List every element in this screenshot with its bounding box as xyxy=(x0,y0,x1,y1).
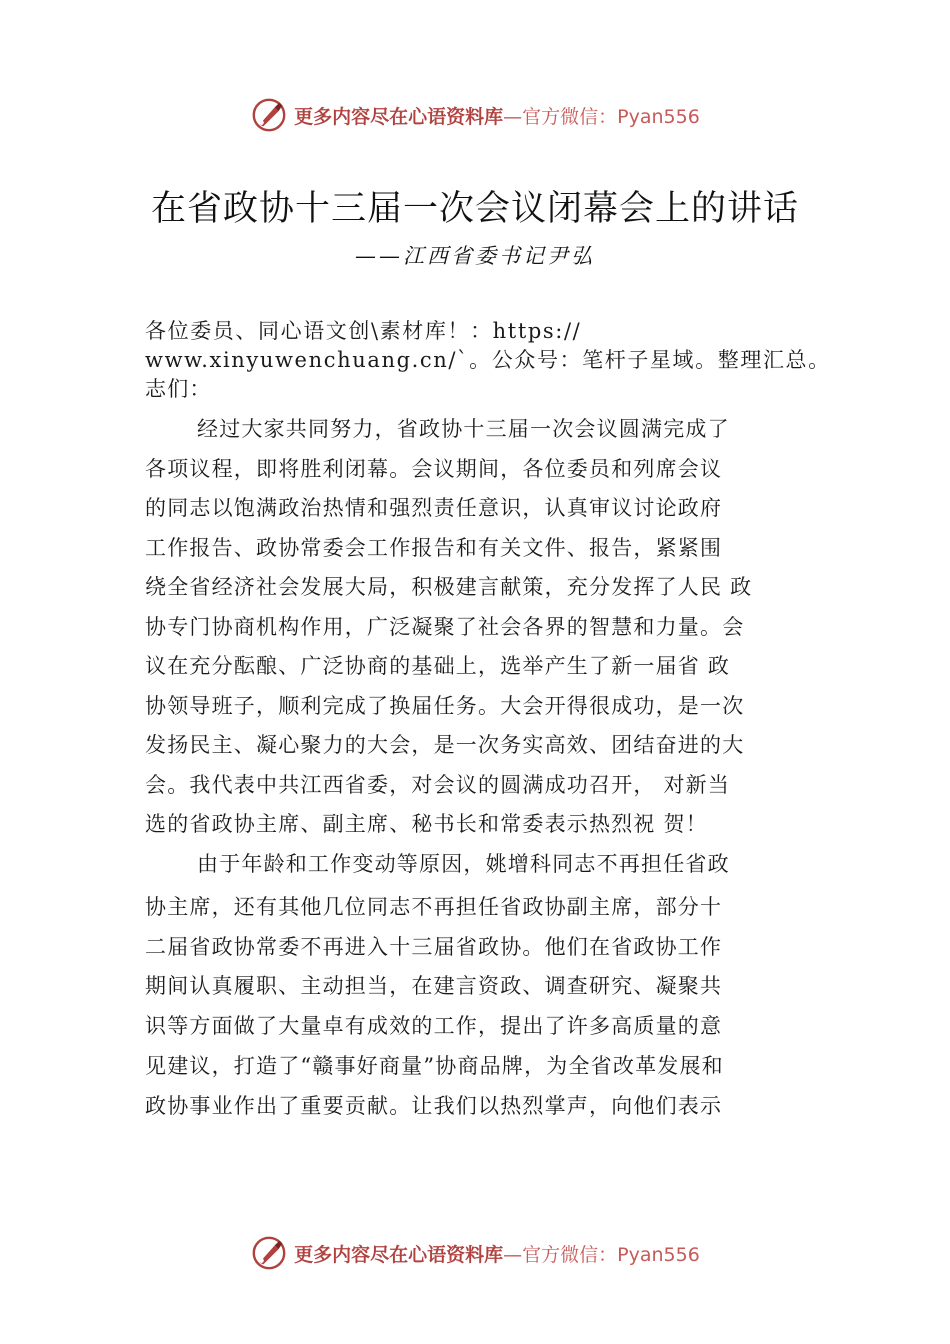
body-line: 协专门协商机构作用，广泛凝聚了社会各界的智慧和力量。会 xyxy=(145,615,745,639)
banner-wechat: —官方微信：Pyan556 xyxy=(503,1243,700,1266)
body-line: 发扬民主、凝心聚力的大会，是一次务实高效、团结奋进的大 xyxy=(145,733,745,757)
body-line: 协主席，还有其他几位同志不再担任省政协副主席，部分十 xyxy=(145,895,723,919)
body-line: 选的省政协主席、副主席、秘书长和常委表示热烈祝 贺！ xyxy=(145,812,708,836)
body-line: 协领导班子，顺利完成了换届任务。大会开得很成功，是一次 xyxy=(145,694,745,718)
body-line: 各项议程，即将胜利闭幕。会议期间，各位委员和列席会议 xyxy=(145,457,723,481)
body-line: 绕全省经济社会发展大局，积极建言献策，充分发挥了人民 政 xyxy=(145,575,753,599)
body-line: 二届省政协常委不再进入十三届省政协。他们在省政协工作 xyxy=(145,935,723,959)
body-line: 志们： xyxy=(145,377,212,401)
body-line: 的同志以饱满政治热情和强烈责任意识，认真审议讨论政府 xyxy=(145,496,723,520)
banner-wechat: —官方微信：Pyan556 xyxy=(503,105,700,128)
body-line: 期间认真履职、主动担当，在建言资政、调查研究、凝聚共 xyxy=(145,974,723,998)
pen-logo-icon xyxy=(250,1234,288,1272)
body-line: 工作报告、政协常委会工作报告和有关文件、报告，紧紧围 xyxy=(145,536,723,560)
body-line: 会。我代表中共江西省委，对会议的圆满成功召开， 对新当 xyxy=(145,773,731,797)
body-line: 议在充分酝酿、广泛协商的基础上，选举产生了新一届省 政 xyxy=(145,654,731,678)
body-line: 由于年龄和工作变动等原因，姚增科同志不再担任省政 xyxy=(197,852,730,876)
body-line: 识等方面做了大量卓有成效的工作，提出了许多高质量的意 xyxy=(145,1014,723,1038)
body-line: 见建议，打造了“赣事好商量”协商品牌，为全省改革发展和 xyxy=(145,1054,724,1078)
body-line: 各位委员、同心语文创\素材库！：https:// xyxy=(145,319,582,343)
footer-banner xyxy=(0,1233,950,1273)
banner-slogan: 更多内容尽在心语资料库 xyxy=(294,105,504,128)
body-line: 政协事业作出了重要贡献。让我们以热烈掌声，向他们表示 xyxy=(145,1094,723,1118)
banner-slogan: 更多内容尽在心语资料库 xyxy=(294,1243,504,1266)
header-banner xyxy=(0,95,950,135)
body-line: 经过大家共同努力，省政协十三届一次会议圆满完成了 xyxy=(197,417,730,441)
page-title: 在省政协十三届一次会议闭幕会上的讲话 xyxy=(150,189,799,229)
page-subtitle: ——江西省委书记尹弘 xyxy=(355,244,595,268)
body-line: www.xinyuwenchuang.cn/`。公众号：笔杆子星域。整理汇总。 xyxy=(145,348,831,372)
pen-logo-icon xyxy=(250,96,288,134)
